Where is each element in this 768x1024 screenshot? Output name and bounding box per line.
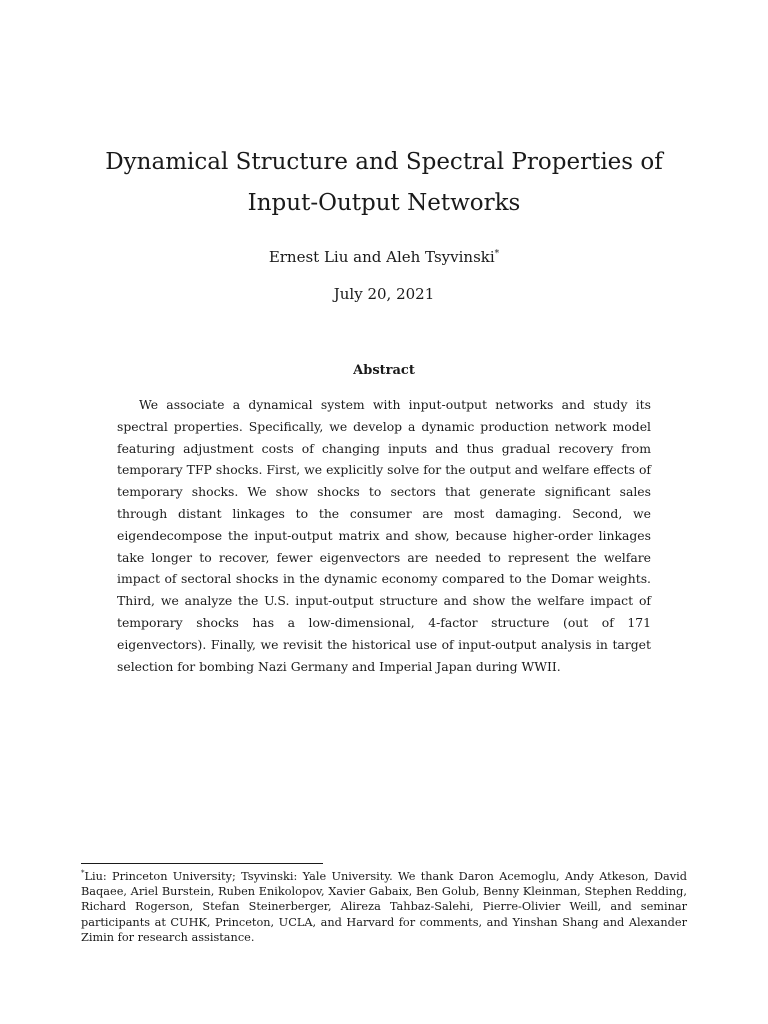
- paper-title: [84, 142, 684, 224]
- footnote-text: Liu: Princeton University; Tsyvinski: Yale University. We thank Daron Acemoglu, Andy Atkeson, David Baqaee, Ariel Burstein, Ruben Enikolopov, Xavier Gabaix, Ben Golub, Benny Kleinman, Stephen Redding, Richard Rogerson, Stefan Steinerberger, Alireza Tahbaz-Salehi, Pierre-Olivier Weill, and seminar participants at CUHK, Princeton, UCLA, and Harvard for comments, and Yinshan Shang and Alexander Zimin for research assistance.: [81, 869, 687, 944]
- paper-date: July 20, 2021: [333, 285, 435, 303]
- abstract-heading: Abstract: [353, 363, 415, 378]
- footnote-mark: *: [81, 869, 85, 877]
- abstract-body: We associate a dynamical system with input-output networks and study its spectral properties. Specifically, we develop a dynamic production network model featuring adjustment costs of changing inputs and thus gradual recovery from temporary TFP shocks. First, we explicitly solve for the output and welfare effects of temporary shocks. We show shocks to sectors that generate significant sales through distant linkages to the consumer are most damaging. Second, we eigendecompose the input-output matrix and show, because higher-order linkages take longer to recover, fewer eigenvectors are needed to represent the welfare impact of sectoral shocks in the dynamic economy compared to the Domar weights. Third, we analyze the U.S. input-output structure and show the welfare impact of temporary shocks has a low-dimensional, 4-factor structure (out of 171 eigenvectors). Finally, we revisit the historical use of input-output analysis in target selection for bombing Nazi Germany and Imperial Japan during WWII.: [117, 397, 651, 674]
- title-line-1: Dynamical Structure and Spectral Properties of: [105, 149, 663, 175]
- title-line-2: Input-Output Networks: [247, 190, 521, 216]
- footnote: [81, 866, 687, 945]
- author-line: [84, 244, 684, 267]
- author-footnote-mark: *: [494, 249, 500, 259]
- author-names: Ernest Liu and Aleh Tsyvinski: [268, 248, 495, 266]
- footnote-rule: [81, 863, 323, 864]
